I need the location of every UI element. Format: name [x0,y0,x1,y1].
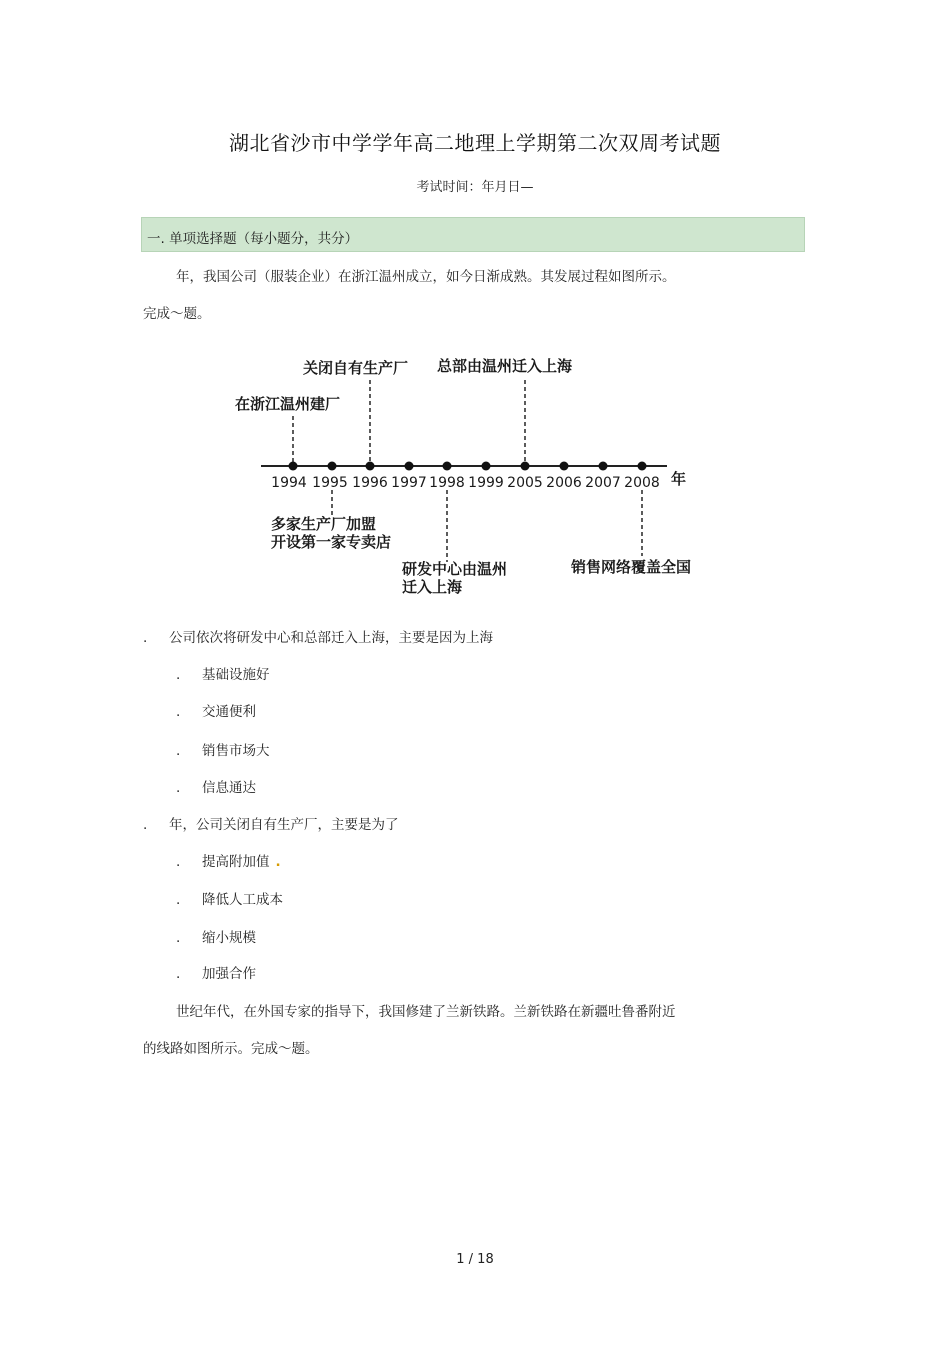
year-label-2007: 2007 [585,475,621,491]
outro-line-2: 的线路如图所示。完成～题。 [143,1041,319,1057]
question-1 [143,626,493,646]
year-label-1996: 1996 [352,475,388,491]
option-text: 缩小规模 [202,930,256,946]
highlight-dot: . [275,854,281,870]
question-2-text: 年，公司关闭自有生产厂，主要是为了 [169,817,399,833]
year-label-1995: 1995 [312,475,348,491]
marker-1998 [443,462,452,471]
section-title: 一. 单项选择题（每小题分，共分） [147,231,359,247]
option-text: 降低人工成本 [202,892,283,908]
option-marker: . [176,966,181,982]
option-text: 提高附加值 [202,854,270,870]
axis-unit: 年 [671,470,687,488]
year-label-2006: 2006 [546,475,582,491]
marker-1995 [328,462,337,471]
year-label-2008: 2008 [624,475,660,491]
option-marker: . [176,892,181,908]
event-label-2005: 总部由温州迁入上海 [437,357,573,375]
q1-option[interactable] [176,663,270,683]
year-label-2005: 2005 [507,475,543,491]
option-text: 基础设施好 [202,667,270,683]
event-label-1996: 关闭自有生产厂 [303,359,409,377]
outro-line-1: 世纪年代，在外国专家的指导下，我国修建了兰新铁路。兰新铁路在新疆吐鲁番附近 [176,1004,676,1020]
marker-2007 [599,462,608,471]
option-text: 销售市场大 [202,743,270,759]
q2-option[interactable] [176,850,281,870]
exam-time: 考试时间：年月日— [416,180,534,195]
option-marker: . [176,854,181,870]
question-2-number: . [143,817,148,833]
q1-option[interactable] [176,739,270,759]
option-marker: . [176,780,181,796]
marker-1994 [289,462,298,471]
event-label-1994: 在浙江温州建厂 [235,395,341,413]
intro-line-1: 年，我国公司（服装企业）在浙江温州成立，如今日渐成熟。其发展过程如图所示。 [176,269,676,285]
option-text: 加强合作 [202,966,256,982]
timeline-figure [225,340,725,600]
q2-option[interactable] [176,888,283,908]
year-label-1997: 1997 [391,475,427,491]
year-label-1994: 1994 [271,475,307,491]
q2-option[interactable] [176,926,256,946]
question-1-text: 公司依次将研发中心和总部迁入上海，主要是因为上海 [169,630,493,646]
option-marker: . [176,704,181,720]
section-header [141,217,805,252]
year-label-1999: 1999 [468,475,504,491]
document-title: 湖北省沙市中学学年高二地理上学期第二次双周考试题 [229,131,721,155]
q2-option[interactable] [176,962,256,982]
option-marker: . [176,743,181,759]
option-marker: . [176,930,181,946]
event-label-1998-b: 迁入上海 [402,578,463,596]
marker-1997 [405,462,414,471]
page-number: 1 / 18 [456,1252,494,1267]
question-2 [143,813,399,833]
q1-option[interactable] [176,776,256,796]
timeline-svg [225,340,725,600]
q1-option[interactable] [176,700,256,720]
marker-2005 [521,462,530,471]
event-label-1995-b: 开设第一家专卖店 [271,533,392,551]
intro-line-2: 完成～题。 [143,306,211,322]
marker-2008 [638,462,647,471]
event-label-1995-a: 多家生产厂加盟 [271,515,377,533]
event-label-2008: 销售网络覆盖全国 [571,558,692,576]
marker-1996 [366,462,375,471]
year-label-1998: 1998 [429,475,465,491]
question-1-number: . [143,630,148,646]
marker-1999 [482,462,491,471]
option-text: 交通便利 [202,704,256,720]
option-text: 信息通达 [202,780,256,796]
event-label-1998-a: 研发中心由温州 [402,560,508,578]
marker-2006 [560,462,569,471]
option-marker: . [176,667,181,683]
